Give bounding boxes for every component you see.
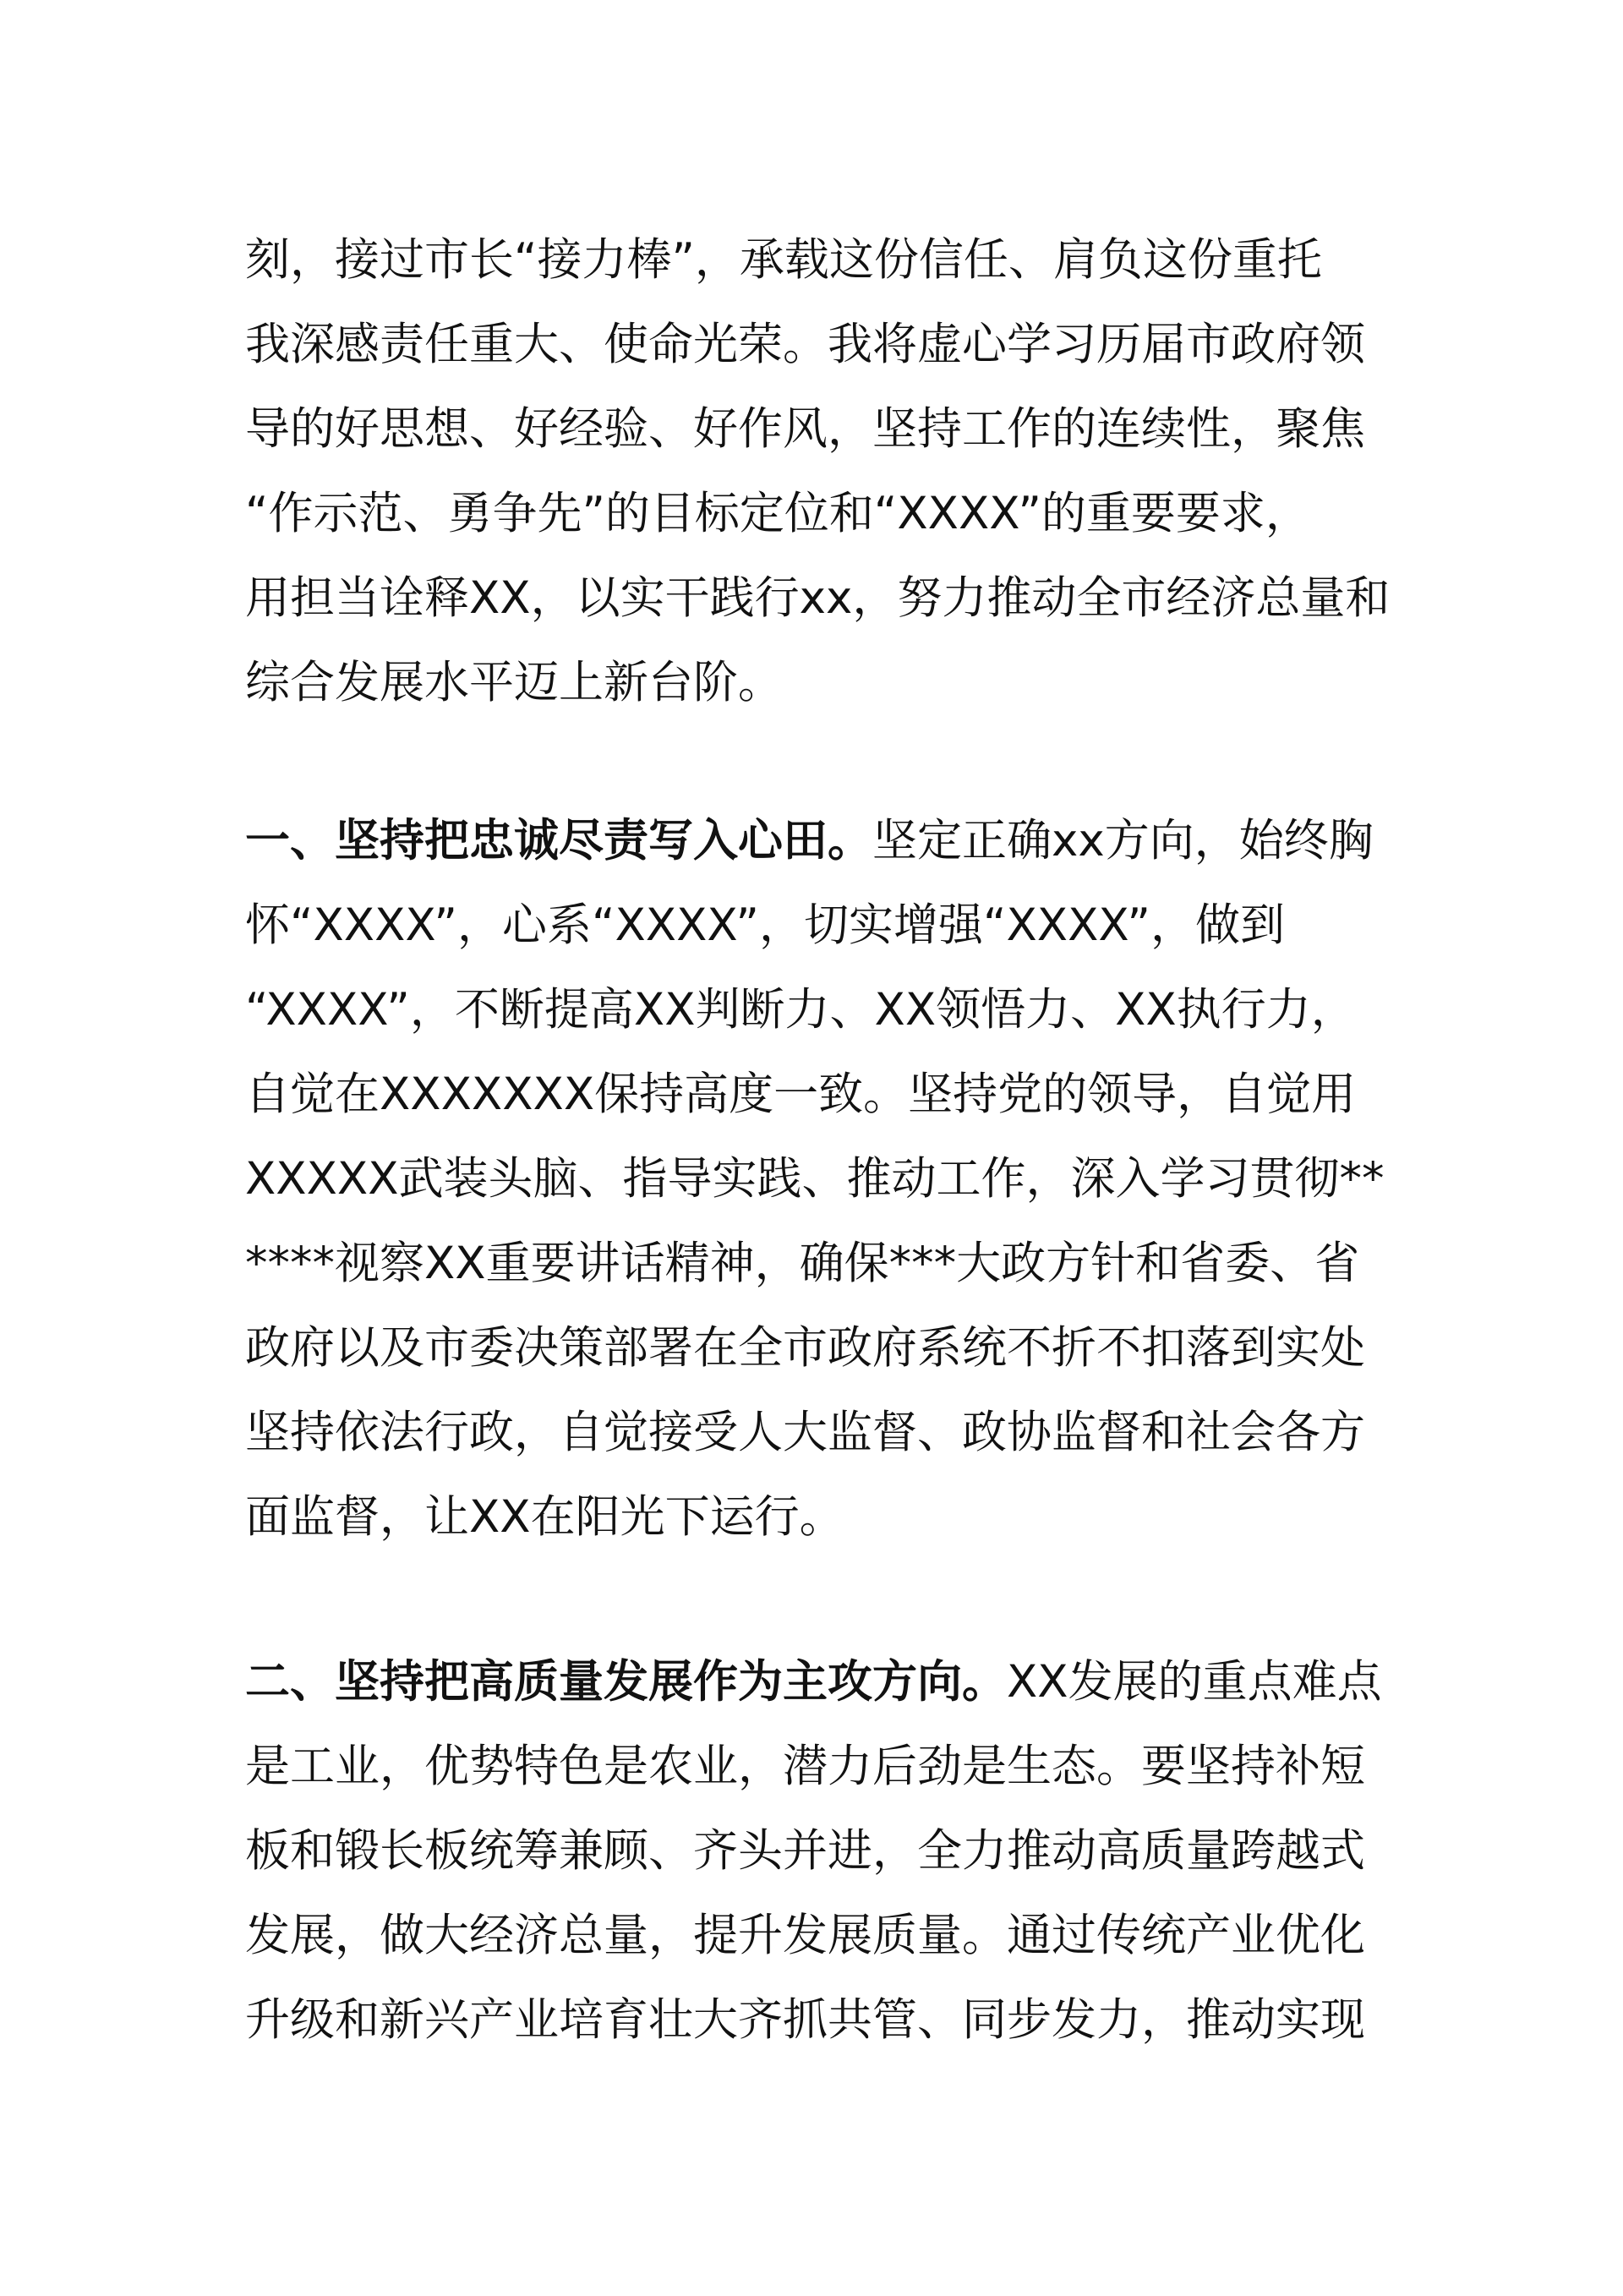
text-line bbox=[245, 1640, 1391, 1725]
text-line: 综合发展水平迈上新台阶。 bbox=[245, 657, 783, 708]
text-line: 导的好思想、好经验、好作风，坚持工作的连续性，聚焦 bbox=[245, 403, 1365, 455]
text-line: 升级和新兴产业培育壮大齐抓共管、同步发力，推动实现 bbox=[245, 1994, 1365, 2046]
text-line: 面监督，让XX在阳光下运行。 bbox=[245, 1491, 844, 1543]
text-line: 发展，做大经济总量，提升发展质量。通过传统产业优化 bbox=[245, 1910, 1365, 1961]
text-line: 板和锻长板统筹兼顾、齐头并进，全力推动高质量跨越式 bbox=[245, 1825, 1365, 1877]
text-line: 怀“XXXX”，心系“XXXX”，切实增强“XXXX”，做到 bbox=[245, 899, 1285, 951]
text-line: 坚持依法行政，自觉接受人大监督、政协监督和社会各方 bbox=[245, 1407, 1365, 1458]
paragraph-3 bbox=[245, 1640, 1391, 2063]
paragraph-1 bbox=[245, 218, 1391, 725]
heading-line-rest: XX发展的重点难点 bbox=[1007, 1656, 1382, 1708]
text-line: 用担当诠释XX，以实干践行xx，努力推动全市经济总量和 bbox=[245, 572, 1391, 624]
section-heading: 二、坚持把高质量发展作为主攻方向。 bbox=[245, 1656, 1007, 1708]
text-line: ****视察XX重要讲话精神，确保***大政方针和省委、省 bbox=[245, 1238, 1360, 1289]
paragraph-2 bbox=[245, 799, 1391, 1560]
heading-line-rest: 坚定正确xx方向，始终胸 bbox=[872, 815, 1374, 866]
text-line: XXXXX武装头脑、指导实践、推动工作，深入学习贯彻** bbox=[245, 1153, 1385, 1205]
text-line: 我深感责任重大、使命光荣。我将虚心学习历届市政府领 bbox=[245, 319, 1365, 370]
text-line: “作示范、勇争先”的目标定位和“XXXX”的重要要求， bbox=[245, 488, 1310, 539]
text-line: 是工业，优势特色是农业，潜力后劲是生态。要坚持补短 bbox=[245, 1741, 1365, 1792]
text-line bbox=[245, 799, 1391, 883]
text-line: 自觉在XXXXXXX保持高度一致。坚持党的领导，自觉用 bbox=[245, 1069, 1357, 1120]
section-heading: 一、坚持把忠诚尽责写入心田。 bbox=[245, 815, 872, 866]
text-line: 政府以及市委决策部署在全市政府系统不折不扣落到实处 bbox=[245, 1322, 1365, 1374]
text-line: “XXXX”，不断提高XX判断力、XX领悟力、XX执行力， bbox=[245, 984, 1356, 1036]
text-line: 刻，接过市长“接力棒”，承载这份信任、肩负这份重托 bbox=[245, 234, 1322, 286]
